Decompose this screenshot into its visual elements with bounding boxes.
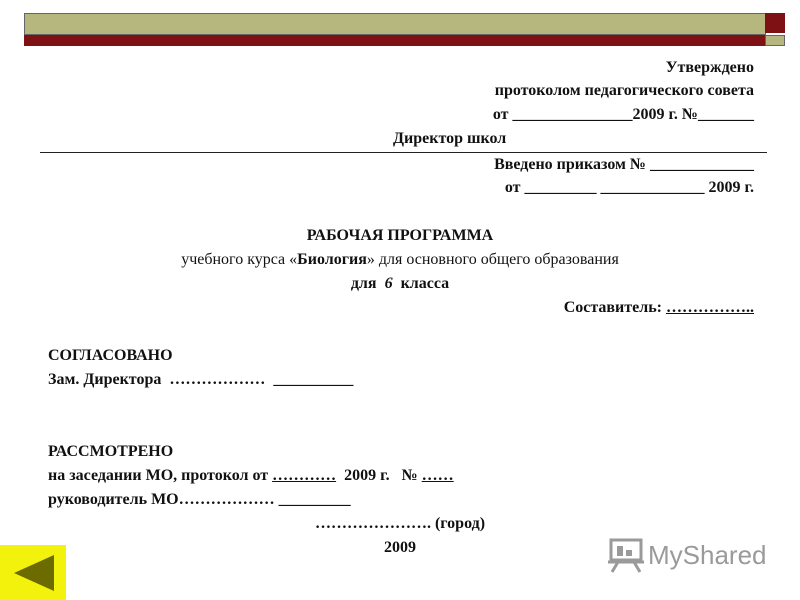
divider-line <box>40 152 767 153</box>
header-corner-red <box>765 13 785 33</box>
back-arrow-icon <box>10 553 56 593</box>
watermark-logo <box>606 536 766 576</box>
protocol-date-line: от _______________2009 г. №_______ <box>492 106 754 123</box>
reviewed-heading: РАССМОТРЕНО <box>48 443 174 460</box>
author-label: Составитель: <box>563 299 666 316</box>
school-director-label: Директор школ <box>393 130 507 147</box>
header-bar-olive <box>24 13 766 35</box>
course-name: Биология <box>297 251 367 268</box>
class-prefix: для <box>350 275 385 292</box>
subtitle-prefix: учебного курса « <box>181 251 298 268</box>
class-suffix: класса <box>392 275 450 292</box>
program-title: РАБОЧАЯ ПРОГРАММА <box>306 227 494 244</box>
header-corner-olive <box>765 35 785 46</box>
program-subtitle <box>0 250 800 270</box>
mo-head-line: руководитель МО……………… _________ <box>48 491 351 508</box>
city-line: …………………. (город) <box>314 515 486 532</box>
year-line: 2009 <box>384 539 416 556</box>
mo-meeting-year: 2009 г. № <box>336 467 422 484</box>
agreed-heading: СОГЛАСОВАНО <box>48 347 173 364</box>
class-line <box>0 274 800 294</box>
order-date-line: от _________ _____________ 2009 г. <box>504 179 754 196</box>
mo-meeting-number: …… <box>421 467 454 484</box>
author-value: …………….. <box>666 299 754 316</box>
watermark-text: MyShared <box>648 540 767 570</box>
back-button[interactable] <box>0 545 66 600</box>
mo-meeting-date: ………… <box>272 467 337 484</box>
approved-label: Утверждено <box>665 59 754 76</box>
mo-meeting-prefix: на заседании МО, протокол от <box>48 467 273 484</box>
header-bar-red <box>24 35 765 46</box>
author-line <box>400 298 754 318</box>
council-protocol-line: протоколом педагогического совета <box>494 82 754 99</box>
class-number: 6 <box>384 275 393 292</box>
order-line: Введено приказом № _____________ <box>494 156 754 173</box>
mo-meeting-line <box>48 466 454 486</box>
deputy-director-line: Зам. Директора ……………… __________ <box>48 371 354 388</box>
subtitle-suffix: » для основного общего образования <box>366 251 619 268</box>
presentation-board-icon <box>606 538 646 574</box>
